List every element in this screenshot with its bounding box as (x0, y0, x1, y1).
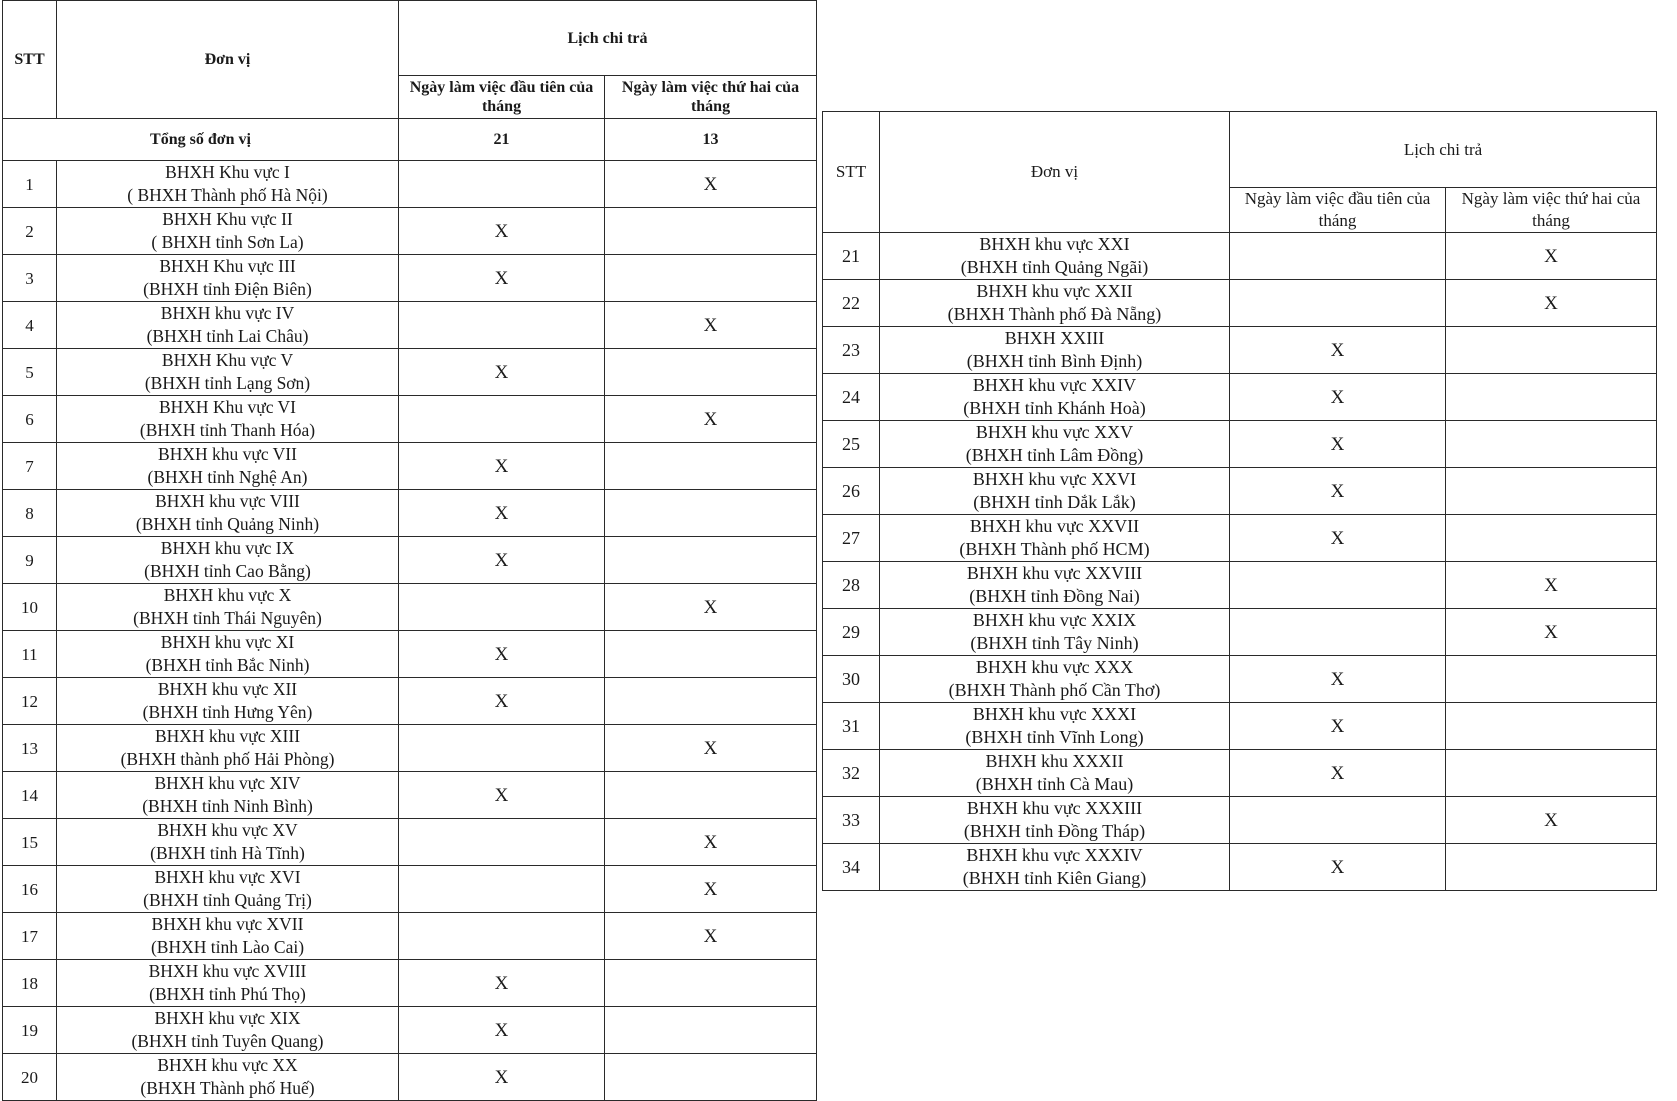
table-row (823, 609, 1657, 656)
header-payment-schedule: Lịch chi trả (399, 1, 817, 76)
payment-schedule-table-left (2, 0, 817, 1101)
row-stt: 20 (3, 1054, 57, 1101)
unit-province: (BHXH tỉnh Lào Cai) (150, 937, 305, 957)
unit-province: (BHXH tỉnh Đồng Nai) (969, 586, 1140, 606)
unit-region: BHXH khu vực X (163, 585, 292, 605)
second-day-cell (605, 443, 817, 490)
row-stt: 30 (823, 656, 880, 703)
header-payment-schedule: Lịch chi trả (1230, 112, 1657, 188)
first-day-cell: X (399, 1007, 605, 1054)
second-day-cell (605, 255, 817, 302)
unit-region: BHXH khu vực XXXI (972, 704, 1137, 724)
row-unit (880, 656, 1230, 703)
second-day-cell (1446, 844, 1657, 891)
second-day-cell: X (605, 161, 817, 208)
unit-province: (BHXH tỉnh Phú Thọ) (149, 984, 306, 1004)
second-day-cell: X (1446, 280, 1657, 327)
row-unit (57, 913, 399, 960)
row-stt: 24 (823, 374, 880, 421)
row-stt: 23 (823, 327, 880, 374)
row-unit (57, 631, 399, 678)
row-unit (880, 750, 1230, 797)
row-unit (57, 302, 399, 349)
table-row (823, 515, 1657, 562)
table-row (3, 1007, 817, 1054)
unit-province: (BHXH tỉnh Hưng Yên) (142, 702, 313, 722)
unit-region: BHXH khu vực XII (157, 679, 298, 699)
unit-region: BHXH khu XXXII (985, 751, 1124, 771)
row-unit (57, 443, 399, 490)
first-day-cell: X (1230, 468, 1446, 515)
unit-region: BHXH khu vực XXX (975, 657, 1134, 677)
unit-province: (BHXH tỉnh Cà Mau) (975, 774, 1134, 794)
unit-province: (BHXH tỉnh Điện Biên) (143, 279, 312, 299)
unit-province: (BHXH Thành phố Đà Nẵng) (947, 304, 1162, 324)
row-stt: 10 (3, 584, 57, 631)
second-day-cell (605, 208, 817, 255)
row-unit (880, 515, 1230, 562)
unit-region: BHXH XXIII (1004, 328, 1105, 348)
first-day-cell (399, 161, 605, 208)
total-row (3, 119, 817, 161)
first-day-cell: X (1230, 327, 1446, 374)
row-stt: 18 (3, 960, 57, 1007)
second-day-cell (1446, 515, 1657, 562)
first-day-cell: X (1230, 844, 1446, 891)
header-second-working-day: Ngày làm việc thứ hai của tháng (605, 76, 817, 119)
second-day-cell (1446, 374, 1657, 421)
row-stt: 28 (823, 562, 880, 609)
first-day-cell: X (399, 443, 605, 490)
second-day-cell (605, 960, 817, 1007)
second-day-cell (1446, 750, 1657, 797)
header-first-working-day: Ngày làm việc đầu tiên của tháng (1230, 188, 1446, 233)
unit-province: (BHXH tỉnh Tây Ninh) (970, 633, 1139, 653)
payment-schedule-table-right (822, 111, 1657, 891)
first-day-cell (399, 584, 605, 631)
unit-province: (BHXH tỉnh Lai Châu) (146, 326, 309, 346)
row-stt: 1 (3, 161, 57, 208)
unit-province: (BHXH tỉnh Khánh Hoà) (963, 398, 1146, 418)
second-day-cell: X (1446, 609, 1657, 656)
unit-region: BHXH khu vực IV (160, 303, 295, 323)
table-row (823, 421, 1657, 468)
row-unit (880, 374, 1230, 421)
row-unit (57, 396, 399, 443)
unit-province: (BHXH Thành phố Cần Thơ) (948, 680, 1161, 700)
second-day-cell (1446, 703, 1657, 750)
first-day-cell (1230, 609, 1446, 656)
second-day-cell (605, 490, 817, 537)
table-row (3, 772, 817, 819)
unit-region: BHXH khu vực XXIX (972, 610, 1137, 630)
unit-region: BHXH khu vực XX (157, 1055, 298, 1075)
unit-region: BHXH khu vực XXIV (972, 375, 1137, 395)
row-stt: 5 (3, 349, 57, 396)
second-day-cell: X (1446, 797, 1657, 844)
total-first-day: 21 (399, 119, 605, 161)
unit-region: BHXH khu vực XXII (976, 281, 1133, 301)
header-unit: Đơn vị (57, 1, 399, 119)
row-stt: 9 (3, 537, 57, 584)
unit-province: (BHXH tỉnh Bắc Ninh) (145, 655, 310, 675)
unit-region: BHXH khu vực IX (160, 538, 295, 558)
total-second-day: 13 (605, 119, 817, 161)
unit-province: (BHXH tỉnh Ninh Bình) (142, 796, 313, 816)
unit-region: BHXH khu vực XIII (154, 726, 301, 746)
unit-region: BHXH khu vực XXI (979, 234, 1130, 254)
first-day-cell: X (1230, 656, 1446, 703)
first-day-cell (399, 396, 605, 443)
first-day-cell (1230, 280, 1446, 327)
unit-province: (BHXH tỉnh Lâm Đồng) (965, 445, 1144, 465)
row-unit (57, 960, 399, 1007)
header-stt: STT (3, 1, 57, 119)
unit-region: BHXH Khu vực III (159, 256, 296, 276)
row-unit (57, 1007, 399, 1054)
unit-region: BHXH khu vực XV (157, 820, 298, 840)
table-row (3, 161, 817, 208)
unit-region: BHXH khu vực VII (158, 444, 297, 464)
row-stt: 29 (823, 609, 880, 656)
unit-region: BHXH khu vực XIX (154, 1008, 301, 1028)
unit-province: (BHXH tỉnh Thanh Hóa) (139, 420, 316, 440)
unit-province: ( BHXH Thành phố Hà Nội) (127, 185, 328, 205)
unit-province: (BHXH tỉnh Kiên Giang) (962, 868, 1147, 888)
row-unit (57, 1054, 399, 1101)
row-unit (880, 421, 1230, 468)
table-row (3, 443, 817, 490)
row-stt: 7 (3, 443, 57, 490)
unit-region: BHXH Khu vực II (162, 209, 293, 229)
first-day-cell: X (399, 678, 605, 725)
row-stt: 6 (3, 396, 57, 443)
row-unit (57, 490, 399, 537)
total-label: Tổng số đơn vị (3, 119, 399, 161)
second-day-cell (605, 1007, 817, 1054)
first-day-cell (399, 725, 605, 772)
second-day-cell: X (605, 866, 817, 913)
unit-region: BHXH khu vực XXVIII (966, 563, 1143, 583)
table-row (3, 1054, 817, 1101)
second-day-cell (1446, 327, 1657, 374)
second-day-cell: X (605, 584, 817, 631)
unit-region: BHXH khu vực VIII (155, 491, 300, 511)
row-stt: 16 (3, 866, 57, 913)
first-day-cell: X (399, 631, 605, 678)
second-day-cell (605, 537, 817, 584)
row-unit (880, 609, 1230, 656)
first-day-cell: X (399, 255, 605, 302)
second-day-cell (1446, 421, 1657, 468)
unit-province: (BHXH Thành phố Huế) (140, 1078, 315, 1098)
first-day-cell: X (399, 772, 605, 819)
row-unit (57, 349, 399, 396)
row-unit (880, 468, 1230, 515)
unit-region: BHXH khu vực XXXIII (966, 798, 1143, 818)
row-unit (57, 537, 399, 584)
table-row (823, 468, 1657, 515)
table-row (3, 302, 817, 349)
unit-region: BHXH Khu vực VI (158, 397, 296, 417)
unit-province: (BHXH tỉnh Đồng Tháp) (963, 821, 1146, 841)
row-unit (880, 844, 1230, 891)
row-stt: 12 (3, 678, 57, 725)
row-stt: 13 (3, 725, 57, 772)
second-day-cell: X (605, 396, 817, 443)
first-day-cell (399, 913, 605, 960)
first-day-cell (1230, 797, 1446, 844)
first-day-cell: X (1230, 703, 1446, 750)
row-stt: 31 (823, 703, 880, 750)
table-row (3, 208, 817, 255)
row-unit (880, 280, 1230, 327)
row-stt: 15 (3, 819, 57, 866)
second-day-cell (605, 772, 817, 819)
unit-province: (BHXH tỉnh Quảng Trị) (143, 890, 312, 910)
unit-province: ( BHXH tỉnh Sơn La) (151, 232, 304, 252)
first-day-cell: X (399, 960, 605, 1007)
unit-region: BHXH Khu vực I (165, 162, 290, 182)
table-row (823, 562, 1657, 609)
row-stt: 14 (3, 772, 57, 819)
header-first-working-day: Ngày làm việc đầu tiên của tháng (399, 76, 605, 119)
row-stt: 26 (823, 468, 880, 515)
row-unit (880, 233, 1230, 280)
row-unit (57, 584, 399, 631)
unit-province: (BHXH tỉnh Hà Tĩnh) (150, 843, 305, 863)
row-unit (57, 772, 399, 819)
row-stt: 19 (3, 1007, 57, 1054)
row-unit (57, 208, 399, 255)
unit-province: (BHXH tỉnh Quảng Ninh) (135, 514, 320, 534)
unit-region: BHXH khu vực XI (160, 632, 295, 652)
table-row (3, 725, 817, 772)
first-day-cell (399, 819, 605, 866)
row-unit (57, 255, 399, 302)
unit-province: (BHXH tỉnh Lạng Sơn) (144, 373, 311, 393)
row-unit (57, 161, 399, 208)
second-day-cell: X (1446, 233, 1657, 280)
first-day-cell: X (1230, 374, 1446, 421)
table-row (3, 678, 817, 725)
row-stt: 21 (823, 233, 880, 280)
row-stt: 17 (3, 913, 57, 960)
row-unit (880, 327, 1230, 374)
first-day-cell (399, 302, 605, 349)
first-day-cell: X (399, 490, 605, 537)
row-unit (880, 797, 1230, 844)
table-row (3, 490, 817, 537)
table-row (3, 913, 817, 960)
row-stt: 34 (823, 844, 880, 891)
table-row (823, 703, 1657, 750)
table-row (3, 866, 817, 913)
row-stt: 8 (3, 490, 57, 537)
unit-region: BHXH khu vực XVI (154, 867, 301, 887)
first-day-cell: X (1230, 515, 1446, 562)
unit-region: BHXH Khu vực V (161, 350, 294, 370)
second-day-cell (1446, 656, 1657, 703)
first-day-cell: X (399, 1054, 605, 1101)
table-row (823, 656, 1657, 703)
second-day-cell: X (605, 302, 817, 349)
second-day-cell: X (605, 819, 817, 866)
first-day-cell (399, 866, 605, 913)
unit-province: (BHXH tỉnh Tuyên Quang) (131, 1031, 324, 1051)
unit-province: (BHXH tỉnh Thái Nguyên) (133, 608, 322, 628)
row-unit (57, 866, 399, 913)
second-day-cell: X (605, 725, 817, 772)
row-stt: 32 (823, 750, 880, 797)
first-day-cell (1230, 562, 1446, 609)
table-row (823, 374, 1657, 421)
table-row (3, 349, 817, 396)
unit-region: BHXH khu vực XIV (154, 773, 301, 793)
row-stt: 33 (823, 797, 880, 844)
table-row (3, 819, 817, 866)
unit-province: (BHXH tỉnh Vĩnh Long) (965, 727, 1144, 747)
second-day-cell (605, 678, 817, 725)
table-row (3, 537, 817, 584)
row-stt: 27 (823, 515, 880, 562)
row-unit (880, 562, 1230, 609)
row-stt: 11 (3, 631, 57, 678)
unit-region: BHXH khu vực XVIII (148, 961, 307, 981)
second-day-cell (605, 1054, 817, 1101)
row-unit (57, 819, 399, 866)
row-stt: 4 (3, 302, 57, 349)
unit-province: (BHXH Thành phố HCM) (959, 539, 1150, 559)
header-second-working-day: Ngày làm việc thứ hai của tháng (1446, 188, 1657, 233)
row-unit (880, 703, 1230, 750)
second-day-cell: X (1446, 562, 1657, 609)
unit-region: BHXH khu vực XXVII (969, 516, 1140, 536)
unit-region: BHXH khu vực XXXIV (966, 845, 1143, 865)
unit-province: (BHXH thành phố Hải Phòng) (120, 749, 335, 769)
row-stt: 3 (3, 255, 57, 302)
row-stt: 25 (823, 421, 880, 468)
first-day-cell: X (1230, 750, 1446, 797)
header-unit: Đơn vị (880, 112, 1230, 233)
unit-province: (BHXH tỉnh Dắk Lắk) (973, 492, 1136, 512)
table-row (823, 233, 1657, 280)
second-day-cell: X (605, 913, 817, 960)
table-row (3, 631, 817, 678)
first-day-cell (1230, 233, 1446, 280)
second-day-cell (605, 631, 817, 678)
table-row (823, 844, 1657, 891)
table-row (823, 280, 1657, 327)
first-day-cell: X (399, 349, 605, 396)
second-day-cell (605, 349, 817, 396)
header-stt: STT (823, 112, 880, 233)
unit-province: (BHXH tỉnh Nghệ An) (147, 467, 308, 487)
table-row (823, 750, 1657, 797)
row-stt: 22 (823, 280, 880, 327)
row-unit (57, 678, 399, 725)
table-row (3, 584, 817, 631)
table-row (823, 327, 1657, 374)
first-day-cell: X (1230, 421, 1446, 468)
unit-region: BHXH khu vực XVII (151, 914, 304, 934)
first-day-cell: X (399, 537, 605, 584)
unit-province: (BHXH tỉnh Bình Định) (966, 351, 1143, 371)
table-row (3, 396, 817, 443)
unit-region: BHXH khu vực XXVI (972, 469, 1137, 489)
row-unit (57, 725, 399, 772)
table-row (3, 960, 817, 1007)
unit-province: (BHXH tỉnh Cao Bằng) (144, 561, 311, 581)
unit-region: BHXH khu vực XXV (975, 422, 1134, 442)
second-day-cell (1446, 468, 1657, 515)
unit-province: (BHXH tỉnh Quảng Ngãi) (960, 257, 1149, 277)
first-day-cell: X (399, 208, 605, 255)
table-row (3, 255, 817, 302)
row-stt: 2 (3, 208, 57, 255)
table-row (823, 797, 1657, 844)
